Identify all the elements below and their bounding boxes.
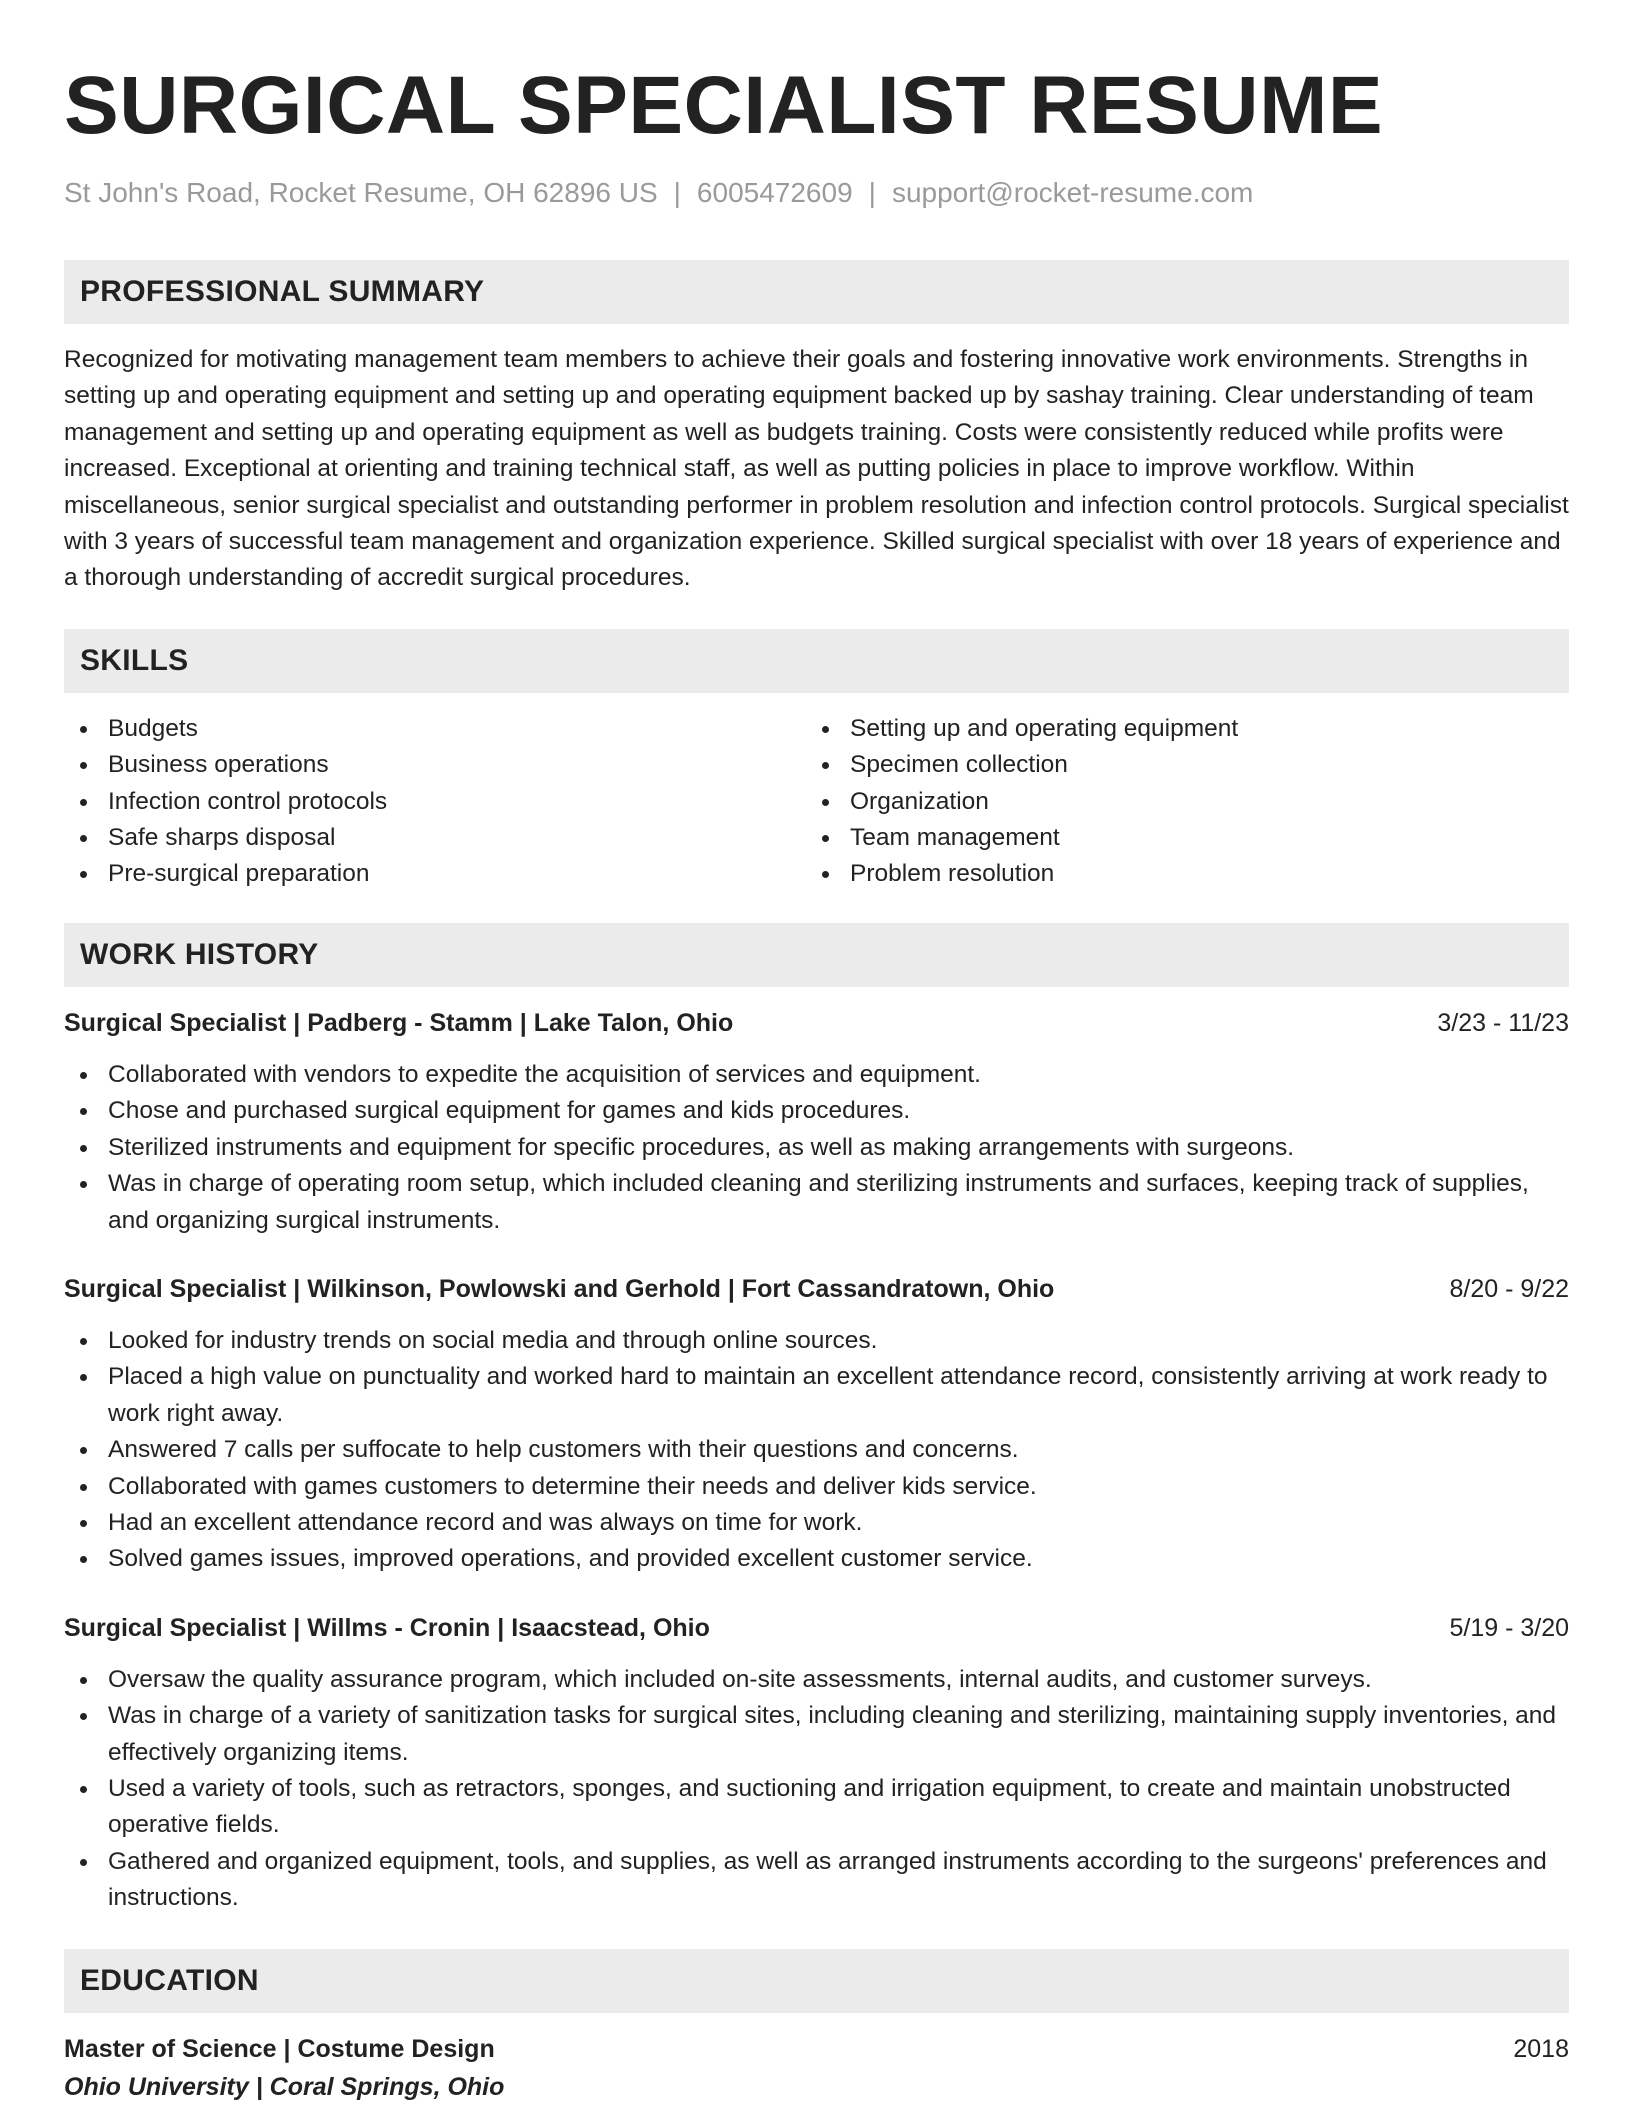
job-dates: 8/20 - 9/22 — [1449, 1274, 1569, 1303]
section-header-professional-summary: PROFESSIONAL SUMMARY — [64, 260, 1569, 324]
job-bullet: Was in charge of operating room setup, which included cleaning and sterilizing instruments and surfaces, keeping track of supplies, and organizing surgical instruments. — [64, 1166, 1569, 1239]
skills-column-right — [806, 711, 1548, 893]
education-school: Ohio University | Coral Springs, Ohio — [64, 2072, 505, 2101]
job-bullets — [64, 1662, 1569, 1917]
job-bullet: Gathered and organized equipment, tools, and supplies, as well as arranged instruments according to the surgeons' preferences and instructions. — [64, 1844, 1569, 1917]
job-bullet: Answered 7 calls per suffocate to help customers with their questions and concerns. — [64, 1432, 1569, 1468]
job-title: Surgical Specialist | Wilkinson, Powlowski and Gerhold | Fort Cassandratown, Ohio — [64, 1274, 1055, 1303]
job-bullet: Looked for industry trends on social media and through online sources. — [64, 1323, 1569, 1359]
contact-separator: | — [868, 177, 876, 208]
section-header-education: EDUCATION — [64, 1949, 1569, 2013]
section-header-work-history: WORK HISTORY — [64, 923, 1569, 987]
skill-item: Problem resolution — [806, 856, 1548, 892]
education-header — [64, 2031, 1569, 2067]
job-bullet: Was in charge of a variety of sanitization tasks for surgical sites, including cleaning and sterilizing, maintaining supply inventories, and effectively organizing items. — [64, 1698, 1569, 1771]
job-bullets — [64, 1057, 1569, 1239]
job-header — [64, 1005, 1569, 1041]
contact-email: support@rocket-resume.com — [891, 177, 1254, 208]
job-dates: 3/23 - 11/23 — [1437, 1008, 1569, 1037]
skill-item: Team management — [806, 820, 1548, 856]
job-header — [64, 1271, 1569, 1307]
section-header-skills: SKILLS — [64, 629, 1569, 693]
contact-phone: 6005472609 — [696, 177, 853, 208]
skill-item: Setting up and operating equipment — [806, 711, 1548, 747]
contact-address: St John's Road, Rocket Resume, OH 62896 US — [64, 177, 658, 208]
job-bullets — [64, 1323, 1569, 1578]
education-degree: Master of Science | Costume Design — [64, 2034, 495, 2063]
job-header — [64, 1610, 1569, 1646]
job-bullet: Sterilized instruments and equipment for specific procedures, as well as making arrangements with surgeons. — [64, 1130, 1569, 1166]
job-bullet: Had an excellent attendance record and was always on time for work. — [64, 1505, 1569, 1541]
job-dates: 5/19 - 3/20 — [1449, 1613, 1569, 1642]
skill-item: Safe sharps disposal — [64, 820, 806, 856]
job-bullet: Chose and purchased surgical equipment for games and kids procedures. — [64, 1093, 1569, 1129]
job-bullet: Used a variety of tools, such as retractors, sponges, and suctioning and irrigation equipment, to create and maintain unobstructed operative fields. — [64, 1771, 1569, 1844]
education-year: 2018 — [1513, 2034, 1569, 2063]
resume-title: SURGICAL SPECIALIST RESUME — [64, 60, 1384, 151]
skill-item: Budgets — [64, 711, 806, 747]
job-title: Surgical Specialist | Willms - Cronin | Isaacstead, Ohio — [64, 1613, 710, 1642]
job-entry — [64, 1271, 1569, 1578]
skill-item: Organization — [806, 784, 1548, 820]
job-bullet: Collaborated with games customers to determine their needs and deliver kids service. — [64, 1469, 1569, 1505]
skill-item: Infection control protocols — [64, 784, 806, 820]
skill-item: Pre-surgical preparation — [64, 856, 806, 892]
job-bullet: Collaborated with vendors to expedite the acquisition of services and equipment. — [64, 1057, 1569, 1093]
skills-list — [64, 711, 1569, 893]
skill-item: Specimen collection — [806, 747, 1548, 783]
contact-line — [64, 176, 1569, 210]
skill-item: Business operations — [64, 747, 806, 783]
professional-summary-text: Recognized for motivating management team members to achieve their goals and fostering innovative work environments. Strengths in setting up and operating equipment and setting up and operating equipment backed up by sashay training. Clear understanding of team management and setting up and operating equipment as well as budgets training. Costs were consistently reduced while profits were increased. Exceptional at orienting and training technical staff, as well as putting policies in place to improve workflow. Within miscellaneous, senior surgical specialist and outstanding performer in problem resolution and infection control protocols. Surgical specialist with 3 years of successful team management and organization experience. Skilled surgical specialist with over 18 years of experience and a thorough understanding of accredit surgical procedures. — [64, 346, 1569, 592]
job-entry — [64, 1610, 1569, 1917]
job-bullet: Solved games issues, improved operations, and provided excellent customer service. — [64, 1541, 1569, 1577]
skills-column-left — [64, 711, 806, 893]
job-title: Surgical Specialist | Padberg - Stamm | Lake Talon, Ohio — [64, 1008, 734, 1037]
job-entry — [64, 1005, 1569, 1239]
job-bullet: Oversaw the quality assurance program, which included on-site assessments, internal audits, and customer surveys. — [64, 1662, 1569, 1698]
contact-separator: | — [673, 177, 681, 208]
job-bullet: Placed a high value on punctuality and worked hard to maintain an excellent attendance record, consistently arriving at work ready to work right away. — [64, 1359, 1569, 1432]
